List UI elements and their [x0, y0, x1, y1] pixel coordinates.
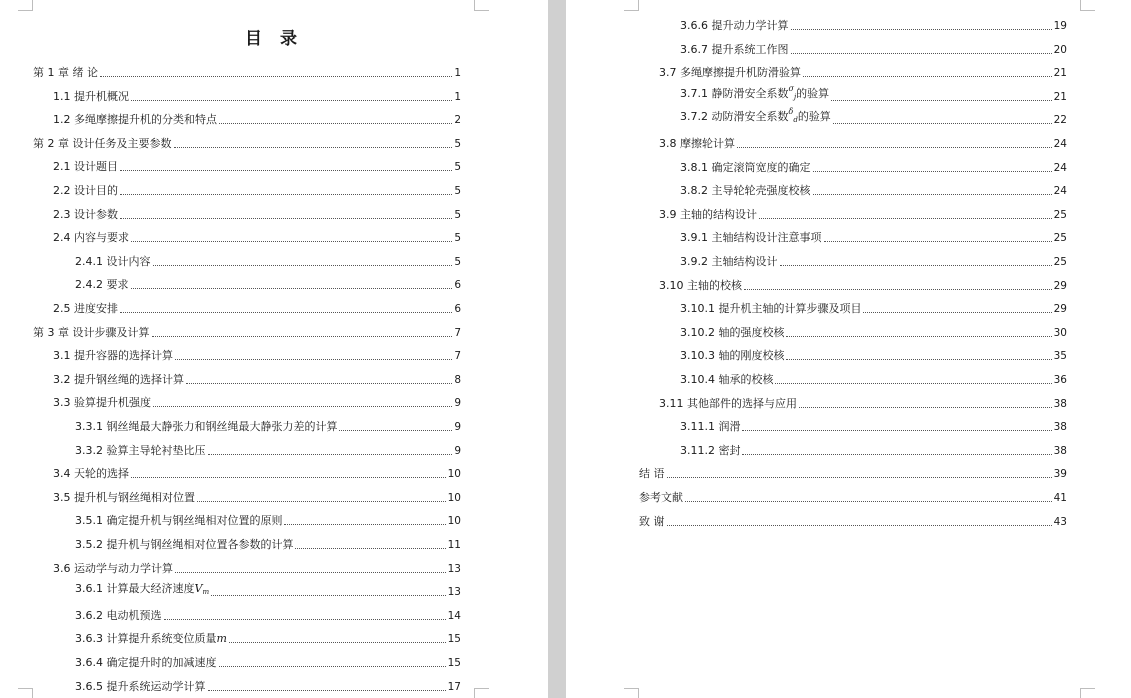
math-symbol: σ: [788, 83, 794, 93]
toc-entry[interactable]: [53, 111, 461, 127]
dot-leader: [759, 218, 1052, 219]
toc-entry-label: 2.4 内容与要求: [53, 231, 129, 245]
toc-entry-label: 3.5.1 确定提升机与钢丝绳相对位置的原则: [75, 514, 283, 528]
toc-page-number: 6: [454, 279, 461, 292]
toc-entry-label: 3.10 主轴的校核: [659, 278, 742, 292]
toc-entry-label: 参考文献: [639, 491, 683, 504]
toc-page-number: 13: [447, 586, 461, 599]
toc-entry[interactable]: [33, 135, 461, 151]
toc-page-number: 30: [1053, 326, 1067, 339]
toc-page-number: 5: [454, 255, 461, 268]
dot-leader: [831, 100, 1051, 101]
toc-entry-label: 3.4 天轮的选择: [53, 467, 129, 481]
dot-leader: [295, 548, 445, 549]
toc-entry[interactable]: [680, 371, 1067, 387]
toc-entry[interactable]: [75, 512, 461, 528]
toc-page-number: 21: [1053, 90, 1067, 103]
toc-page-number: 38: [1053, 444, 1067, 457]
toc-entry[interactable]: [53, 465, 461, 481]
dot-leader: [152, 336, 453, 337]
toc-entry[interactable]: [659, 64, 1067, 80]
page-gutter: [548, 0, 566, 698]
toc-entry-label: 3.7.2 动防滑安全系数$^\delta$d的验算: [680, 107, 831, 125]
dot-leader: [780, 265, 1052, 266]
dot-leader: [131, 241, 452, 242]
toc-entry[interactable]: [75, 678, 461, 694]
toc-page-number: 25: [1053, 232, 1067, 245]
toc-page-number: 5: [454, 137, 461, 150]
toc-entry-label: 3.10.1 提升机主轴的计算步骤及项目: [680, 302, 862, 316]
toc-entry-label: 1.2 多绳摩擦提升机的分类和特点: [53, 113, 217, 127]
dot-leader: [284, 524, 445, 525]
toc-entry[interactable]: [680, 41, 1067, 57]
dot-leader: [824, 241, 1052, 242]
dot-leader: [208, 690, 446, 691]
toc-entry-label: 3.10.2 轴的强度校核: [680, 325, 785, 339]
toc-page-number: 10: [447, 468, 461, 481]
toc-page-number: 35: [1053, 350, 1067, 363]
toc-page-number: 5: [454, 161, 461, 174]
toc-page-number: 15: [447, 633, 461, 646]
toc-entry[interactable]: [53, 182, 461, 198]
dot-leader: [174, 147, 453, 148]
dot-leader: [175, 359, 452, 360]
math-symbol: m: [216, 632, 227, 646]
toc-entry-label: 第 1 章 绪 论: [33, 66, 98, 79]
toc-entry[interactable]: [659, 206, 1067, 222]
toc-page-number: 20: [1053, 43, 1067, 56]
toc-list-right: [566, 0, 1131, 698]
math-symbol-subscript: m: [202, 588, 210, 597]
toc-entry-label: 2.5 进度安排: [53, 302, 118, 315]
toc-entry-label: 3.7.1 静防滑安全系数$^\sigma$j的验算: [680, 83, 830, 101]
toc-page-number: 1: [454, 90, 461, 103]
toc-entry-label: 3.6 运动学与动力学计算: [53, 561, 173, 575]
toc-entry-label: 3.11.1 润滑: [680, 420, 741, 434]
dot-leader: [737, 147, 1052, 148]
dot-leader: [813, 194, 1052, 195]
toc-page-number: 29: [1053, 303, 1067, 316]
toc-page-number: 13: [447, 562, 461, 575]
dot-leader: [863, 312, 1051, 313]
dot-leader: [667, 525, 1052, 526]
toc-entry[interactable]: [75, 583, 461, 599]
toc-page-number: 5: [454, 185, 461, 197]
math-symbol: V: [194, 582, 203, 596]
toc-entry-label: 3.11.2 密封: [680, 443, 741, 457]
toc-page-number: 24: [1053, 138, 1067, 150]
toc-page-number: 41: [1053, 492, 1067, 504]
toc-entry-label: 3.6.2 电动机预选: [75, 608, 162, 622]
toc-entry-label: 3.3.2 验算主导轮衬垫比压: [75, 443, 206, 457]
dot-leader: [120, 218, 452, 219]
toc-page-number: 36: [1053, 374, 1067, 386]
toc-entry-label: 3.8.2 主导轮轮壳强度校核: [680, 184, 811, 198]
toc-page-number: 38: [1053, 421, 1067, 434]
toc-entry[interactable]: [680, 442, 1067, 458]
toc-entry[interactable]: [680, 159, 1067, 175]
toc-entry-label: 3.1 提升容器的选择计算: [53, 349, 173, 363]
dot-leader: [153, 406, 452, 407]
dot-leader: [120, 170, 452, 171]
toc-page-number: 8: [454, 373, 461, 386]
toc-entry-label: 3.8 摩擦轮计算: [659, 137, 735, 150]
dot-leader: [803, 76, 1052, 77]
toc-entry[interactable]: [639, 489, 1067, 505]
toc-entry[interactable]: [53, 489, 461, 505]
toc-entry[interactable]: [75, 276, 461, 292]
toc-entry[interactable]: [680, 182, 1067, 198]
toc-entry-label: 2.2 设计目的: [53, 184, 118, 197]
toc-entry-label: 3.3.1 钢丝绳最大静张力和钢丝绳最大静张力差的计算: [75, 420, 338, 433]
dot-leader: [791, 29, 1052, 30]
toc-entry[interactable]: [680, 229, 1067, 245]
toc-entry[interactable]: [75, 253, 461, 269]
dot-leader: [131, 477, 446, 478]
toc-entry[interactable]: [53, 560, 461, 576]
dot-leader: [164, 619, 446, 620]
dot-leader: [775, 383, 1051, 384]
dot-leader: [219, 666, 446, 667]
toc-entry-label: 3.11 其他部件的选择与应用: [659, 396, 797, 410]
dot-leader: [667, 477, 1052, 478]
toc-entry[interactable]: [75, 418, 461, 434]
toc-entry[interactable]: [53, 371, 461, 387]
toc-entry[interactable]: [680, 253, 1067, 269]
toc-page-number: 9: [454, 397, 461, 410]
toc-entry-label: 第 3 章 设计步骤及计算: [33, 325, 150, 339]
toc-entry-label: 3.2 提升钢丝绳的选择计算: [53, 372, 184, 386]
toc-page-number: 9: [454, 421, 461, 433]
document-page-left: [0, 0, 548, 698]
toc-page-number: 25: [1053, 256, 1067, 268]
toc-page-number: 17: [447, 680, 461, 693]
toc-page-number: 10: [447, 491, 461, 504]
toc-page-number: 9: [454, 444, 461, 457]
toc-entry-label: 2.1 设计题目: [53, 160, 118, 174]
toc-title: 目 录: [245, 29, 303, 49]
toc-entry-label: 3.6.3 计算提升系统变位质量m: [75, 632, 227, 646]
toc-entry[interactable]: [680, 107, 1067, 127]
toc-entry[interactable]: [53, 300, 461, 316]
dot-leader: [175, 572, 446, 573]
toc-entry-label: 3.9.2 主轴结构设计: [680, 255, 778, 268]
toc-entry-suffix: 的验算: [796, 86, 830, 100]
toc-entry-label: 3.6.1 计算最大经济速度Vm: [75, 582, 210, 597]
dot-leader: [229, 642, 446, 643]
toc-entry[interactable]: [680, 83, 1067, 104]
dot-leader: [153, 265, 453, 266]
toc-entry[interactable]: [75, 654, 461, 670]
toc-entry-label: 致 谢: [639, 514, 665, 528]
toc-page-number: 19: [1053, 20, 1067, 32]
toc-entry-label: 3.5 提升机与钢丝绳相对位置: [53, 490, 195, 504]
toc-page-number: 21: [1053, 67, 1067, 80]
toc-entry[interactable]: [53, 394, 461, 410]
toc-entry[interactable]: [680, 300, 1067, 316]
toc-page-number: 14: [447, 609, 461, 622]
dot-leader: [339, 430, 452, 431]
math-symbol-subscript: j: [793, 92, 797, 101]
toc-entry-label: 3.5.2 提升机与钢丝绳相对位置各参数的计算: [75, 538, 294, 551]
toc-entry-label: 2.4.1 设计内容: [75, 254, 151, 268]
toc-entry[interactable]: [75, 630, 461, 646]
toc-entry[interactable]: [75, 607, 461, 623]
toc-entry[interactable]: [53, 206, 461, 222]
dot-leader: [685, 501, 1052, 502]
toc-page-number: 43: [1053, 515, 1067, 528]
dot-leader: [744, 289, 1052, 290]
toc-page-number: 6: [454, 303, 461, 315]
toc-page-number: 38: [1053, 397, 1067, 410]
math-symbol: δ: [788, 107, 794, 117]
toc-entry[interactable]: [53, 347, 461, 363]
toc-entry-label: 3.10.3 轴的刚度校核: [680, 349, 785, 363]
dot-leader: [799, 407, 1052, 408]
toc-entry-label: 结 语: [639, 467, 665, 481]
toc-page-number: 11: [447, 539, 461, 551]
toc-page-number: 24: [1053, 185, 1067, 198]
toc-entry-label: 3.3 验算提升机强度: [53, 396, 151, 410]
dot-leader: [791, 53, 1052, 54]
toc-page-number: 22: [1053, 114, 1067, 127]
toc-entry[interactable]: [53, 88, 461, 104]
toc-entry-label: 1.1 提升机概况: [53, 89, 129, 103]
dot-leader: [211, 595, 446, 596]
toc-entry-label: 3.6.5 提升系统运动学计算: [75, 679, 206, 693]
toc-entry[interactable]: [659, 135, 1067, 151]
toc-entry-label: 2.3 设计参数: [53, 207, 118, 221]
dot-leader: [208, 454, 453, 455]
toc-page-number: 10: [447, 515, 461, 528]
dot-leader: [120, 194, 452, 195]
dot-leader: [786, 336, 1051, 337]
toc-entry[interactable]: [53, 158, 461, 174]
toc-entry[interactable]: [659, 395, 1067, 411]
toc-entry-label: 3.6.6 提升动力学计算: [680, 19, 789, 32]
toc-entry[interactable]: [659, 277, 1067, 293]
toc-entry-label: 3.8.1 确定滚筒宽度的确定: [680, 160, 811, 174]
dot-leader: [219, 123, 452, 124]
dot-leader: [197, 501, 446, 502]
toc-page-number: 1: [454, 67, 461, 79]
dot-leader: [833, 123, 1052, 124]
dot-leader: [742, 454, 1051, 455]
toc-entry[interactable]: [33, 64, 461, 80]
document-page-right: [566, 0, 1131, 698]
toc-entry-label: 3.9 主轴的结构设计: [659, 207, 757, 221]
toc-entry[interactable]: [680, 17, 1067, 33]
toc-page-number: 5: [454, 232, 461, 245]
dot-leader: [813, 171, 1052, 172]
toc-page-number: 29: [1053, 279, 1067, 292]
toc-entry[interactable]: [639, 513, 1067, 529]
toc-page-number: 15: [447, 657, 461, 669]
dot-leader: [131, 288, 453, 289]
toc-page-number: 7: [454, 350, 461, 363]
toc-entry[interactable]: [680, 347, 1067, 363]
toc-entry[interactable]: [75, 442, 461, 458]
toc-entry-label: 3.6.7 提升系统工作图: [680, 42, 789, 56]
dot-leader: [186, 383, 452, 384]
dot-leader: [131, 100, 452, 101]
toc-entry[interactable]: [33, 324, 461, 340]
toc-list-left: [0, 0, 548, 698]
toc-entry[interactable]: [639, 465, 1067, 481]
toc-entry-label: 第 2 章 设计任务及主要参数: [33, 136, 172, 150]
toc-entry-suffix: 的验算: [797, 110, 831, 124]
toc-page-number: 5: [454, 208, 461, 221]
toc-entry-label: 2.4.2 要求: [75, 278, 129, 292]
dot-leader: [786, 359, 1051, 360]
toc-page-number: 24: [1053, 161, 1067, 174]
toc-entry[interactable]: [53, 229, 461, 245]
toc-page-number: 25: [1053, 208, 1067, 221]
toc-entry-label: 3.7 多绳摩擦提升机防滑验算: [659, 66, 801, 80]
toc-page-number: 39: [1053, 468, 1067, 481]
dot-leader: [100, 76, 452, 77]
dot-leader: [742, 430, 1051, 431]
toc-page-number: 2: [454, 114, 461, 127]
math-symbol-subscript: d: [793, 116, 798, 125]
dot-leader: [120, 312, 452, 313]
toc-entry-label: 3.9.1 主轴结构设计注意事项: [680, 231, 822, 245]
toc-entry-label: 3.6.4 确定提升时的加减速度: [75, 656, 217, 669]
toc-entry[interactable]: [75, 536, 461, 552]
toc-entry[interactable]: [680, 418, 1067, 434]
toc-entry[interactable]: [680, 324, 1067, 340]
toc-page-number: 7: [454, 326, 461, 339]
toc-entry-label: 3.10.4 轴承的校核: [680, 373, 774, 386]
